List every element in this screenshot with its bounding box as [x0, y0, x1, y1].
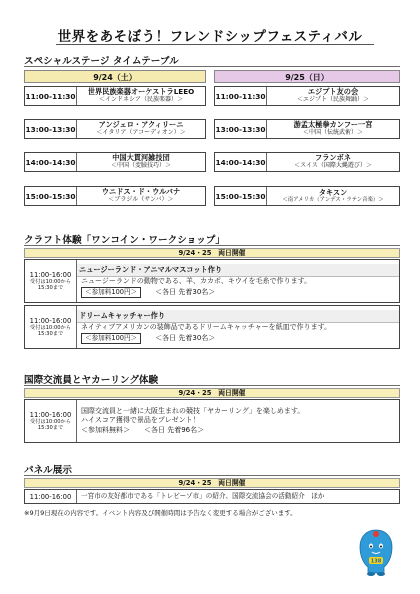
slot-time: 11:00-11:30 — [215, 87, 267, 105]
exchange-section-rule — [24, 385, 400, 386]
day1-slot — [24, 186, 206, 206]
day1-slot — [24, 119, 206, 139]
performer-origin: ＜中国（変臉技巧）＞ — [110, 161, 171, 169]
day2-slot — [214, 119, 400, 139]
reception-start: 受付は10:00から — [30, 278, 71, 285]
day2-slot — [214, 186, 400, 206]
performer-origin: ＜エジプト（民族舞踊）＞ — [296, 95, 369, 103]
slot-time: 14:00-14:30 — [215, 153, 267, 171]
reception-end: 15:30まで — [37, 425, 64, 431]
performer-origin: ＜スイス（国際大縄遊び）＞ — [294, 161, 372, 169]
day1-slot — [24, 152, 206, 172]
panel-description: 一宮市の友好都市である「トレビーゾ市」の紹介、国際交流協会の活動紹介 ほか — [81, 492, 325, 501]
slot-time: 13:00-13:30 — [215, 120, 267, 138]
exchange-section-title: 国際交流員とヤカーリング体験 — [24, 375, 159, 386]
workshop-time: 11:00-16:00 — [29, 316, 72, 325]
workshop-capacity: ＜各日 先着30名＞ — [155, 333, 216, 342]
disclaimer-note: ※9月9日現在の内容です。イベント内容及び開催時間は予告なく変更する場合がございます。 — [24, 509, 297, 517]
workshop-fee: ＜参加料100円＞ — [81, 287, 141, 298]
stage-section-rule — [24, 66, 400, 67]
performer-name: 游孟太極拳カンフー一宮 — [293, 120, 373, 130]
mascot-badge: 138 — [370, 558, 382, 565]
performer-origin: ＜南アメリカ（アンデス・ラテン音楽）＞ — [282, 197, 384, 204]
exchange-capacity: ＜各日 先着96名＞ — [144, 425, 205, 434]
day2-slot — [214, 86, 400, 106]
workshop-name: ニュージーランド・アニマルマスコット作り — [77, 264, 399, 277]
panel-section-title: パネル展示 — [24, 465, 72, 476]
performer-origin: ＜イタリア（アコーディオン）＞ — [96, 128, 186, 136]
slot-time: 15:00-15:30 — [215, 187, 267, 205]
slot-time: 13:00-13:30 — [25, 120, 77, 138]
panel-section-rule — [24, 475, 400, 476]
exchange-time: 11:00-16:00 — [29, 410, 72, 419]
craft-date-band: 9/24・25 両日開催 — [24, 248, 400, 258]
workshop-fee: ＜参加料100円＞ — [81, 333, 141, 344]
performer-name: アンジェロ・アクィリーニ — [98, 120, 184, 130]
reception-end: 15:30まで — [37, 331, 64, 337]
performer-name: タキスン — [318, 187, 348, 197]
reception-end: 15:30まで — [37, 285, 64, 291]
exchange-line-1: 国際交流員と一緒に大阪生まれの競技「ヤカーリング」を楽しめます。 — [81, 406, 305, 415]
day2-slot — [214, 152, 400, 172]
mascot-character-icon — [356, 527, 396, 577]
slot-time: 11:00-11:30 — [25, 87, 77, 105]
reception-start: 受付は10:00から — [30, 324, 71, 331]
workshop-description: ネイティブアメリカンの装飾品であるドリームキャッチャーを紙皿で作ります。 — [81, 323, 332, 332]
panel-time: 11:00-16:00 — [29, 492, 72, 501]
workshop-row — [24, 305, 400, 349]
page-title: 世界をあそぼう！フレンドシップフェスティバル — [57, 29, 363, 45]
craft-section-title: クラフト体験「ワンコイン・ワークショップ」 — [24, 235, 225, 246]
workshop-row — [24, 259, 400, 303]
workshop-name: ドリームキャッチャー作り — [77, 310, 399, 323]
performer-origin: ＜ブラジル（サンバ）＞ — [108, 195, 174, 203]
performer-origin: ＜中国（伝統武術）＞ — [302, 128, 363, 136]
slot-time: 14:00-14:30 — [25, 153, 77, 171]
title-underline — [56, 44, 374, 45]
exchange-line-2: ハイスコア獲得で景品をプレゼント！ — [81, 416, 200, 425]
stage-section-title: スペシャルステージ タイムテーブル — [24, 56, 179, 67]
exchange-date-band: 9/24・25 両日開催 — [24, 388, 400, 398]
exchange-fee: ＜参加料無料＞ — [81, 425, 130, 434]
day1-header: 9/24（土） — [24, 70, 206, 83]
performer-name: フランボネ — [315, 153, 351, 163]
workshop-time: 11:00-16:00 — [29, 270, 72, 279]
panel-row — [24, 489, 400, 504]
reception-start: 受付は10:00から — [30, 418, 71, 425]
workshop-capacity: ＜各日 先着30名＞ — [155, 287, 216, 296]
panel-date-band: 9/24・25 両日開催 — [24, 478, 400, 488]
day1-slot — [24, 86, 206, 106]
performer-name: ウニドス・ド・ウルバナ — [101, 187, 181, 197]
craft-section-rule — [24, 245, 400, 246]
performer-name: エジプト友の会 — [307, 87, 359, 97]
day2-header: 9/25（日） — [214, 70, 400, 83]
performer-name: 中国大貫河雑技団 — [112, 153, 170, 163]
exchange-row — [24, 399, 400, 443]
workshop-description: ニュージーランドの動物である、羊、カカポ、キウイを毛糸で作ります。 — [81, 277, 312, 286]
performer-name: 世界民族楽器オーケストラLEEO — [87, 87, 195, 97]
performer-origin: ＜インドネシア（民族楽器）＞ — [99, 95, 183, 103]
slot-time: 15:00-15:30 — [25, 187, 77, 205]
